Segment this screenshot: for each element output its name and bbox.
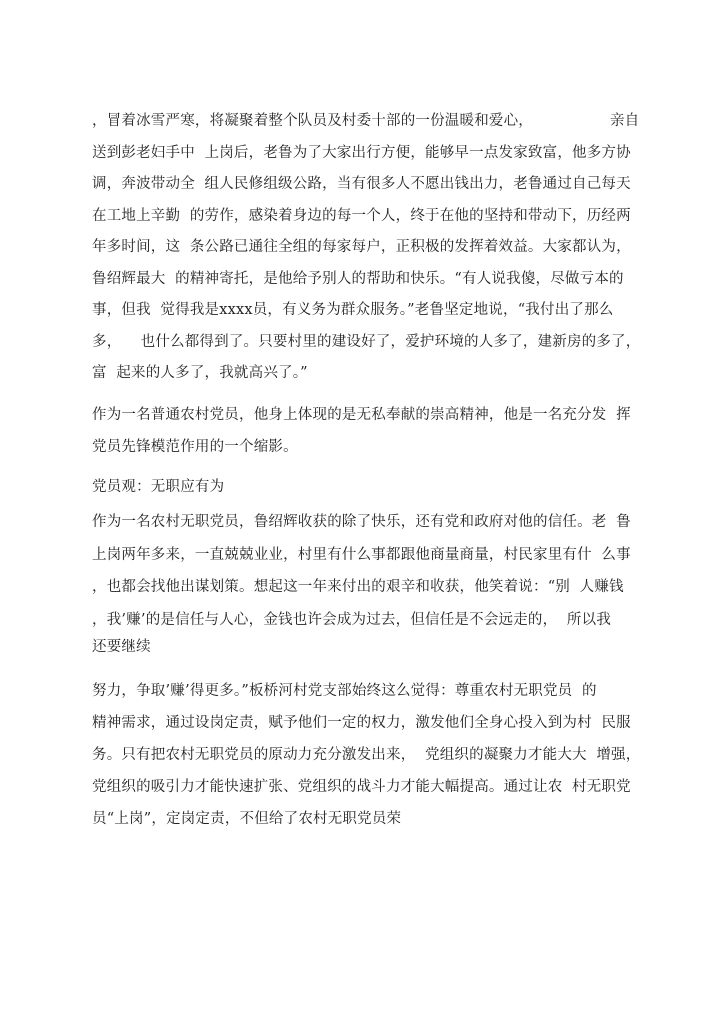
text-line: 多， 也什么都得到了。只要村里的建设好了，爱护环境的人多了，建新房的多了， [92,334,641,350]
text-line: 调，奔波带动全 组人民修组级公路，当有很多人不愿出钱出力，老鲁通过自己每天 [92,176,631,192]
text-line: ，也都会找他出谋划策。想起这一年来付出的艰辛和收获，他笑着说：“别 人赚钱 [92,579,624,595]
text-line: 作为一名农村无职党员，鲁绍辉收获的除了快乐，还有党和政府对他的信任。老 鲁 [92,514,631,530]
text-line: 精神需求，通过设岗定责，赋予他们一定的权力，激发他们全身心投入到为村 民服 [92,715,631,731]
text-line: 员“上岗”，定岗定责，不但给了农村无职党员荣 [92,811,402,827]
text-line: 上岗两年多来，一直兢兢业业，村里有什么事都跟他商量商量，村民家里有什 么事 [92,547,631,563]
text-line: 作为一名普通农村党员，他身上体现的是无私奉献的崇高精神，他是一名充分发 挥 [92,407,631,423]
text-line: 党组织的吸引力才能快速扩张、党组织的战斗力才能大幅提高。通过让农 村无职党 [92,779,631,795]
text-line: ，我’赚’的是信任与人心，金钱也许会成为过去，但信任是不会远走的， 所以我 [92,612,612,628]
text-line: 送到彭老妇手中 上岗后，老鲁为了大家出行方便，能够早一点发家致富，他多方协 [92,145,631,161]
text-line: 务。只有把农村无职党员的原动力充分激发出来， 党组织的凝聚力才能大大 增强， [92,747,641,763]
section-heading: 党员观：无职应有为 [92,479,225,495]
text-line: 在工地上辛勤 的劳作，感染着身边的每一个人，终于在他的坚持和带动下，历经两 [92,208,631,224]
text-line: 努力，争取’赚’得更多。”板桥河村党支部始终这么觉得：尊重农村无职党员 的 [92,683,597,699]
text-line: 年多时间，这 条公路已通往全组的每家每户，正积极的发挥着效益。大家都认为， [92,239,631,255]
text-line: 还要继续 [92,639,151,655]
text-line: ，冒着冰雪严寒，将凝聚着整个队员及村委十部的一份温暖和爱心， 亲自 [92,113,640,129]
text-line: 富 起来的人多了，我就高兴了。” [92,365,308,381]
text-line: 党员先锋模范作用的一个缩影。 [92,439,298,455]
text-line: 鲁绍辉最大 的精神寄托，是他给予别人的帮助和快乐。“有人说我傻，尽做亏本的 [92,271,624,287]
text-line: 事，但我 觉得我是xxxx员，有义务为群众服务。”老鲁坚定地说，“我付出了那么 [92,302,614,318]
